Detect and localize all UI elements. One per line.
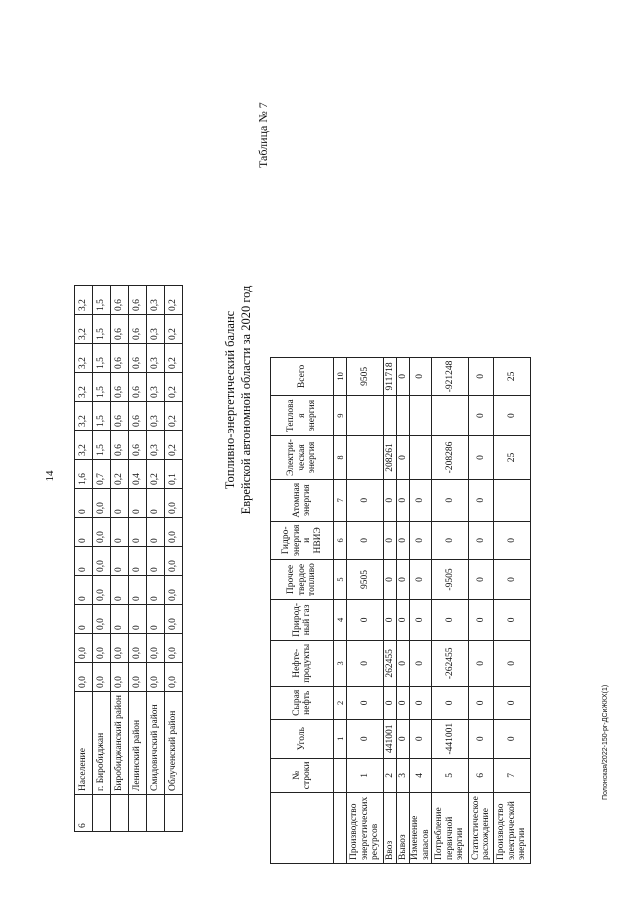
- value-cell: 3,2: [75, 315, 93, 344]
- value-cell: 0: [397, 436, 410, 480]
- value-cell: 0,6: [111, 315, 129, 344]
- value-cell: 0: [347, 479, 384, 521]
- page-number: 14: [44, 470, 56, 482]
- value-cell: 0: [129, 489, 147, 518]
- row-number-cell: [111, 795, 129, 832]
- value-cell: 0: [147, 605, 165, 634]
- value-cell: 0,6: [111, 373, 129, 402]
- population-row: [111, 286, 129, 832]
- value-cell: [410, 436, 432, 480]
- value-cell: 0,3: [147, 344, 165, 373]
- value-cell: [432, 396, 469, 436]
- value-cell: 0: [384, 686, 397, 719]
- value-cell: 0,7: [93, 460, 111, 489]
- value-cell: 0,2: [147, 460, 165, 489]
- value-cell: 1,5: [93, 315, 111, 344]
- index-cell: 1: [334, 719, 347, 758]
- row-number-cell: 5: [432, 758, 469, 793]
- index-cell: [334, 793, 347, 864]
- value-cell: 0: [469, 560, 494, 600]
- row-number-cell: 4: [410, 758, 432, 793]
- value-cell: 0: [147, 518, 165, 547]
- row-label-cell: Население: [75, 692, 93, 795]
- value-cell: 0: [147, 576, 165, 605]
- index-cell: 3: [334, 640, 347, 686]
- row-label-cell: Биробиджанский район: [111, 692, 129, 795]
- value-cell: 0,6: [129, 431, 147, 460]
- value-cell: 0: [347, 521, 384, 559]
- value-cell: 0: [347, 599, 384, 640]
- value-cell: 0: [494, 521, 531, 559]
- value-cell: 0: [397, 357, 410, 396]
- row-name-cell: Ввоз: [384, 793, 397, 864]
- index-cell: 8: [334, 436, 347, 480]
- row-number-cell: 1: [347, 758, 384, 793]
- value-cell: 0: [469, 686, 494, 719]
- value-cell: 0,0: [147, 634, 165, 663]
- value-cell: 0,6: [129, 402, 147, 431]
- value-cell: 0,6: [129, 344, 147, 373]
- value-cell: 0,6: [111, 431, 129, 460]
- row-number-cell: [147, 795, 165, 832]
- value-cell: 0: [469, 436, 494, 480]
- value-cell: 0,1: [165, 460, 183, 489]
- value-cell: 0: [494, 599, 531, 640]
- value-cell: 0,3: [147, 402, 165, 431]
- index-cell: 10: [334, 357, 347, 396]
- value-cell: 0,0: [165, 634, 183, 663]
- header-cell: Природ-ный газ: [271, 599, 334, 640]
- title-line-2: Еврейской автономной области за 2020 год: [239, 285, 253, 515]
- value-cell: 0: [129, 518, 147, 547]
- header-cell: Электри-ческая энергия: [271, 436, 334, 480]
- value-cell: 0: [129, 547, 147, 576]
- value-cell: 0,0: [93, 605, 111, 634]
- value-cell: 3,2: [75, 431, 93, 460]
- population-table-wrapper: [74, 285, 183, 832]
- value-cell: 0: [147, 547, 165, 576]
- value-cell: 0,3: [147, 373, 165, 402]
- value-cell: 0: [469, 396, 494, 436]
- value-cell: 1,5: [93, 344, 111, 373]
- value-cell: 0,0: [129, 663, 147, 692]
- row-name-cell: Производство энергетических ресурсов: [347, 793, 384, 864]
- value-cell: 0: [75, 547, 93, 576]
- value-cell: 0: [410, 521, 432, 559]
- value-cell: -208286: [432, 436, 469, 480]
- population-row: [93, 286, 111, 832]
- row-name-cell: Изменение запасов: [410, 793, 432, 864]
- value-cell: 0: [410, 686, 432, 719]
- value-cell: [384, 396, 397, 436]
- value-cell: 0,0: [165, 663, 183, 692]
- row-number-cell: [93, 795, 111, 832]
- value-cell: 0,0: [129, 634, 147, 663]
- value-cell: -9505: [432, 560, 469, 600]
- value-cell: 0,0: [93, 518, 111, 547]
- table-row: [432, 357, 469, 863]
- row-number-cell: 7: [494, 758, 531, 793]
- value-cell: 1,5: [93, 431, 111, 460]
- population-header-row: [75, 286, 93, 832]
- value-cell: 0: [410, 357, 432, 396]
- value-cell: 1,5: [93, 286, 111, 315]
- value-cell: 0: [410, 599, 432, 640]
- value-cell: 0,0: [93, 663, 111, 692]
- value-cell: 262455: [384, 640, 397, 686]
- index-cell: 9: [334, 396, 347, 436]
- value-cell: 0,6: [111, 286, 129, 315]
- value-cell: 0: [111, 518, 129, 547]
- value-cell: 0,2: [165, 344, 183, 373]
- row-number-cell: [129, 795, 147, 832]
- value-cell: 0,2: [165, 402, 183, 431]
- value-cell: 0,0: [165, 518, 183, 547]
- value-cell: 0,0: [93, 576, 111, 605]
- value-cell: 0,0: [93, 489, 111, 518]
- value-cell: 0: [75, 518, 93, 547]
- value-cell: 0: [494, 719, 531, 758]
- value-cell: 25: [494, 436, 531, 480]
- value-cell: 0,0: [93, 634, 111, 663]
- value-cell: 0: [347, 640, 384, 686]
- value-cell: 0: [111, 576, 129, 605]
- population-row: [165, 286, 183, 832]
- table-row: [397, 357, 410, 863]
- value-cell: 0,0: [75, 634, 93, 663]
- value-cell: 0: [397, 686, 410, 719]
- row-label-cell: Смидовичский район: [147, 692, 165, 795]
- row-name-cell: Статистическое расхождение: [469, 793, 494, 864]
- value-cell: 208261: [384, 436, 397, 480]
- value-cell: 0: [397, 599, 410, 640]
- value-cell: 0,6: [129, 286, 147, 315]
- value-cell: 3,2: [75, 286, 93, 315]
- value-cell: [494, 479, 531, 521]
- index-cell: 5: [334, 560, 347, 600]
- value-cell: [347, 396, 384, 436]
- value-cell: 0: [147, 489, 165, 518]
- value-cell: 0,0: [165, 547, 183, 576]
- table-row: [410, 357, 432, 863]
- header-cell: Всего: [271, 357, 334, 396]
- table-row: [384, 357, 397, 863]
- row-number-cell: 6: [75, 795, 93, 832]
- value-cell: 3,2: [75, 402, 93, 431]
- value-cell: 1,6: [75, 460, 93, 489]
- value-cell: 0: [469, 521, 494, 559]
- value-cell: 0: [410, 719, 432, 758]
- value-cell: 0,0: [111, 663, 129, 692]
- row-number-cell: 3: [397, 758, 410, 793]
- index-cell: 6: [334, 521, 347, 559]
- value-cell: 0: [397, 719, 410, 758]
- value-cell: 1,5: [93, 402, 111, 431]
- value-cell: 0,6: [129, 315, 147, 344]
- header-cell: Гидро-энергия и НВИЭ: [271, 521, 334, 559]
- value-cell: 0,0: [75, 663, 93, 692]
- value-cell: 0,4: [129, 460, 147, 489]
- value-cell: 0,3: [147, 431, 165, 460]
- header-cell: Нефте-продукты: [271, 640, 334, 686]
- value-cell: 0: [432, 599, 469, 640]
- value-cell: 0: [397, 560, 410, 600]
- value-cell: 0,0: [111, 634, 129, 663]
- value-cell: -262455: [432, 640, 469, 686]
- row-label-cell: г. Биробиджан: [93, 692, 111, 795]
- value-cell: 0: [469, 357, 494, 396]
- value-cell: 0,0: [147, 663, 165, 692]
- row-number-cell: 2: [384, 758, 397, 793]
- row-label-cell: Ленинский район: [129, 692, 147, 795]
- value-cell: 911718: [384, 357, 397, 396]
- header-cell: Теплова я энергия: [271, 396, 334, 436]
- value-cell: 0,6: [111, 402, 129, 431]
- value-cell: 0: [432, 686, 469, 719]
- value-cell: -441001: [432, 719, 469, 758]
- table-row: [494, 357, 531, 863]
- value-cell: 0: [494, 396, 531, 436]
- value-cell: 0: [384, 599, 397, 640]
- value-cell: 0: [469, 479, 494, 521]
- table-row: [347, 357, 384, 863]
- value-cell: 0: [494, 686, 531, 719]
- value-cell: 0: [129, 576, 147, 605]
- value-cell: 0: [397, 521, 410, 559]
- header-cell: Атомная энергия: [271, 479, 334, 521]
- value-cell: 0,6: [129, 373, 147, 402]
- energy-balance-table-wrapper: [270, 357, 531, 864]
- value-cell: -921248: [432, 357, 469, 396]
- value-cell: 0: [347, 719, 384, 758]
- value-cell: [397, 396, 410, 436]
- population-row: [129, 286, 147, 832]
- row-name-cell: Вывоз: [397, 793, 410, 864]
- row-name-cell: Производство электрической энергии: [494, 793, 531, 864]
- value-cell: 0,2: [165, 373, 183, 402]
- value-cell: 0: [397, 640, 410, 686]
- header-row: [271, 357, 334, 863]
- value-cell: 0: [384, 560, 397, 600]
- index-cell: 7: [334, 479, 347, 521]
- value-cell: 0: [75, 489, 93, 518]
- value-cell: 0,6: [111, 344, 129, 373]
- index-cell: 2: [334, 686, 347, 719]
- value-cell: 0: [129, 605, 147, 634]
- index-cell: [334, 758, 347, 793]
- value-cell: [410, 396, 432, 436]
- value-cell: 25: [494, 357, 531, 396]
- value-cell: 9505: [347, 560, 384, 600]
- value-cell: 0: [494, 640, 531, 686]
- balance-title: [222, 220, 254, 580]
- value-cell: 0: [494, 560, 531, 600]
- header-cell: Сырая нефть: [271, 686, 334, 719]
- value-cell: 0,2: [165, 431, 183, 460]
- value-cell: 0: [432, 521, 469, 559]
- value-cell: 9505: [347, 357, 384, 396]
- row-number-cell: [165, 795, 183, 832]
- value-cell: 0: [75, 605, 93, 634]
- value-cell: 0: [410, 560, 432, 600]
- header-cell: [271, 793, 334, 864]
- value-cell: 0,0: [165, 576, 183, 605]
- value-cell: 0,0: [165, 605, 183, 634]
- table-row: [469, 357, 494, 863]
- value-cell: 0: [397, 479, 410, 521]
- row-number-cell: 6: [469, 758, 494, 793]
- value-cell: 0: [469, 719, 494, 758]
- value-cell: 0,2: [165, 315, 183, 344]
- value-cell: 0: [469, 599, 494, 640]
- row-name-cell: Потребление первичной энергии: [432, 793, 469, 864]
- header-cell: Прочее твердое топливо: [271, 560, 334, 600]
- row-label-cell: Облученский район: [165, 692, 183, 795]
- header-cell: Уголь: [271, 719, 334, 758]
- value-cell: 0,3: [147, 315, 165, 344]
- value-cell: 0,3: [147, 286, 165, 315]
- value-cell: 0: [432, 479, 469, 521]
- value-cell: 0: [111, 605, 129, 634]
- energy-balance-table: [270, 357, 531, 864]
- value-cell: 0: [410, 479, 432, 521]
- value-cell: 3,2: [75, 344, 93, 373]
- population-table: [74, 285, 183, 832]
- value-cell: 0: [469, 640, 494, 686]
- value-cell: [347, 436, 384, 480]
- value-cell: 0: [111, 489, 129, 518]
- value-cell: 441001: [384, 719, 397, 758]
- value-cell: 0: [347, 686, 384, 719]
- value-cell: 0: [75, 576, 93, 605]
- table-label: Таблица № 7: [256, 102, 270, 168]
- document-footer: Полонская/2022-150-рг-ДСиЖКХ(1): [602, 684, 609, 800]
- value-cell: 0,2: [165, 286, 183, 315]
- index-cell: 4: [334, 599, 347, 640]
- value-cell: 0: [111, 547, 129, 576]
- value-cell: 1,5: [93, 373, 111, 402]
- value-cell: 3,2: [75, 373, 93, 402]
- index-row: [334, 357, 347, 863]
- value-cell: 0: [410, 640, 432, 686]
- header-cell: № строки: [271, 758, 334, 793]
- value-cell: 0,2: [111, 460, 129, 489]
- value-cell: 0: [384, 521, 397, 559]
- value-cell: 0,0: [165, 489, 183, 518]
- title-line-1: Топливно-энергетический баланс: [223, 310, 237, 490]
- value-cell: 0: [384, 479, 397, 521]
- value-cell: 0,0: [93, 547, 111, 576]
- population-row: [147, 286, 165, 832]
